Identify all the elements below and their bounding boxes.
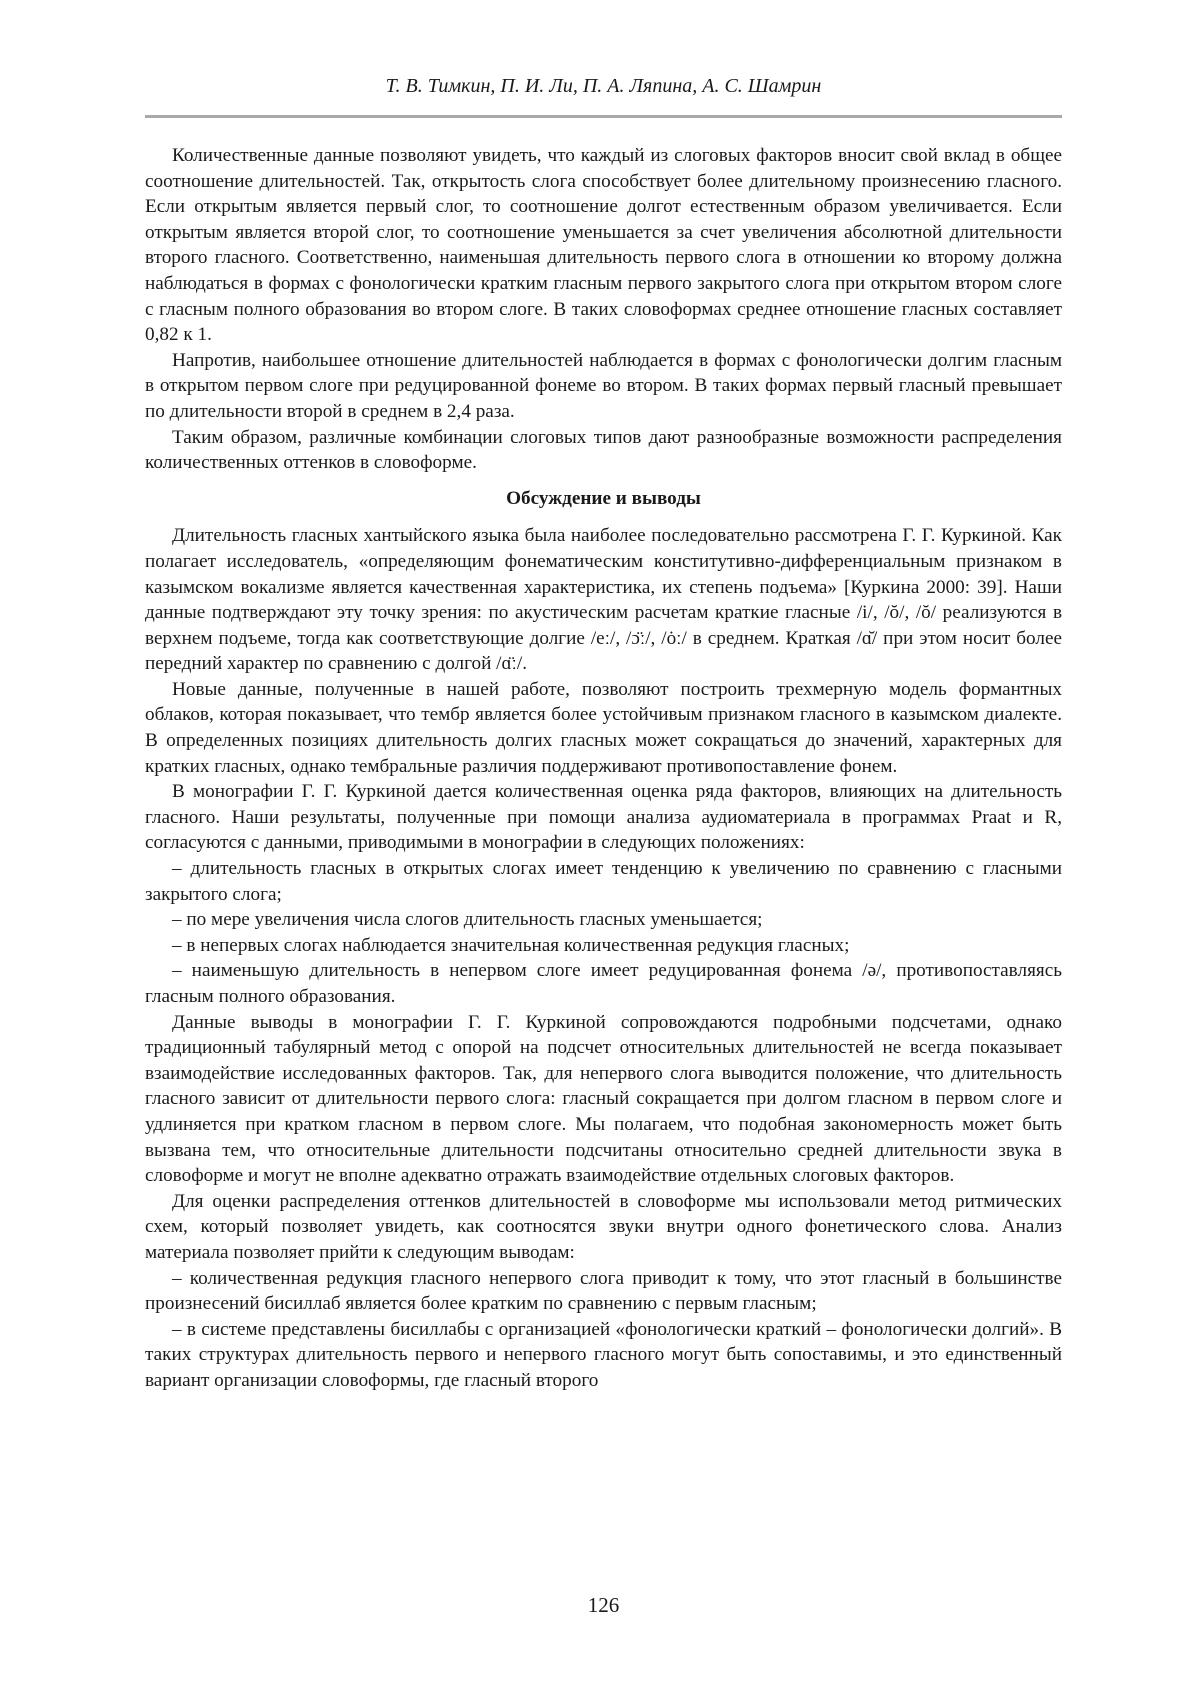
list-item: – длительность гласных в открытых слогах имеет тенденцию к увеличению по сравнению с гласными закрытого слога; bbox=[145, 858, 1062, 905]
running-header-authors: Т. В. Тимкин, П. И. Ли, П. А. Ляпина, А. С. Шамрин bbox=[385, 75, 822, 97]
paragraph: Напротив, наибольшее отношение длительностей наблюдается в формах с фонологически долгим гласным в открытом первом слоге при редуцированной фонеме во втором. В таких формах первый гласный превышает по длительности второй в среднем в 2,4 раза. bbox=[145, 349, 1062, 422]
paragraph: Для оценки распределения оттенков длительностей в словоформе мы использовали метод ритмических схем, который позволяет увидеть, как соотносятся звуки внутри одного фонетического слова. Анализ материала позволяет прийти к следующим выводам: bbox=[145, 1190, 1062, 1263]
list-item: – в непервых слогах наблюдается значительная количественная редукция гласных; bbox=[172, 934, 850, 956]
paragraph: Данные выводы в монографии Г. Г. Куркиной сопровождаются подробными подсчетами, однако традиционный табулярный метод с опорой на подсчет относительных длительностей не всегда показывает взаимодействие исследованных факторов. Так, для непервого слога выводится положение, что длительность гласного зависит от длительности первого слога: гласный сокращается при долгом гласном в первом слоге и удлиняется при кратком гласном в первом слоге. Мы полагаем, что подобная закономерность может быть вызвана тем, что относительные длительности подсчитаны относительно средней длительности звука в словоформе и могут не вполне адекватно отражать взаимодействие отдельных слоговых факторов. bbox=[145, 1011, 1062, 1187]
paragraph: Таким образом, различные комбинации слоговых типов дают разнообразные возможности распределения количественных оттенков в словоформе. bbox=[145, 426, 1062, 474]
paragraph: Длительность гласных хантыйского языка была наиболее последовательно рассмотрена Г. Г. Куркиной. Как полагает исследователь, «определяющим фонематическим конститутивно-дифференциальным признаком в казымском вокализме является качественная характеристика, их степень подъема» [Куркина 2000: 39]. Наши данные подтверждают эту точку зрения: по акустическим расчетам краткие гласные /i/, /ŏ/, /ŏ/ реализуются в верхнем подъеме, тогда как соответствующие долгие /eː/, /ɔ̈ː/, /ȯː/ в среднем. Краткая /ɑ̆/ при этом носит более передний характер по сравнению с долгой /ɑ̈ː/. bbox=[145, 525, 1062, 675]
paragraph: Новые данные, полученные в нашей работе, позволяют построить трехмерную модель формантных облаков, которая показывает, что тембр является более устойчивым признаком гласного в казымском диалекте. В определенных позициях длительность долгих гласных может сокращаться до значений, характерных для кратких гласных, однако тембральные различия поддерживают противопоставление фонем. bbox=[145, 678, 1062, 777]
list-item: – в системе представлены бисиллабы с организацией «фонологически краткий – фонологически долгий». В таких структурах длительность первого и непервого гласного могут быть сопоставимы, и это единственный вариант организации словоформы, где гласный второго bbox=[145, 1318, 1062, 1391]
list-item: – по мере увеличения числа слогов длительность гласных уменьшается; bbox=[172, 909, 763, 931]
section-heading: Обсуждение и выводы bbox=[506, 487, 701, 509]
header-divider bbox=[145, 115, 1062, 118]
page-number: 126 bbox=[587, 1593, 620, 1617]
list-item: – наименьшую длительность в непервом слоге имеет редуцированная фонема /ə/, противопоставляясь гласным полного образования. bbox=[145, 960, 1062, 1007]
list-item: – количественная редукция гласного непервого слога приводит к тому, что этот гласный в большинстве произнесений бисиллаб является более кратким по сравнению с первым гласным; bbox=[145, 1267, 1062, 1315]
article-body bbox=[145, 143, 1062, 1394]
paragraph: Количественные данные позволяют увидеть, что каждый из слоговых факторов вносит свой вклад в общее соотношение длительностей. Так, открытость слога способствует более длительному произнесению гласного. Если открытым является первый слог, то соотношение долгот естественным образом увеличивается. Если открытым является второй слог, то соотношение уменьшается за счет увеличения абсолютной длительности второго гласного. Соответственно, наименьшая длительность первого слога в отношении ко второму должна наблюдаться в формах с фонологически кратким гласным первого закрытого слога при открытом втором слоге с гласным полного образования во втором слоге. В таких словоформах среднее отношение гласных составляет 0,82 к 1. bbox=[145, 145, 1062, 346]
paragraph: В монографии Г. Г. Куркиной дается количественная оценка ряда факторов, влияющих на длительность гласного. Наши результаты, полученные при помощи анализа аудиоматериала в программах Praat и R, согласуются с данными, приводимыми в монографии в следующих положениях: bbox=[145, 781, 1062, 854]
